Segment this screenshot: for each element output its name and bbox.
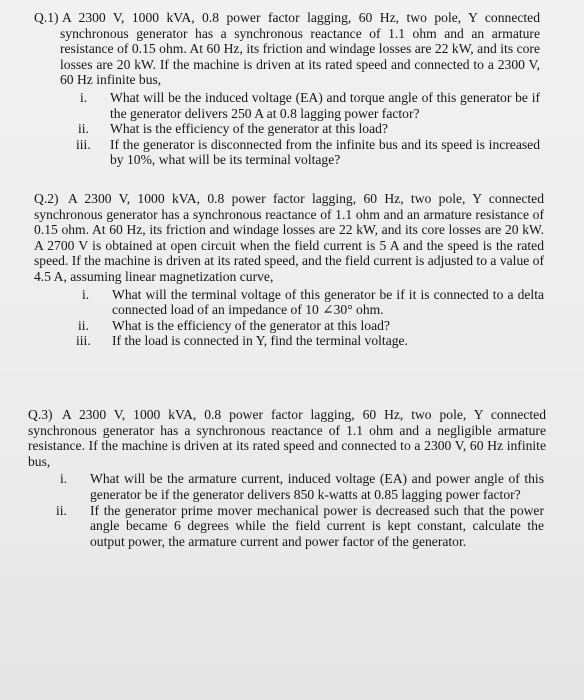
question-text: A 2300 V, 1000 kVA, 0.8 power factor lagging, 60 Hz, two pole, Y connected synchronous generator has a synchronous reactance of 1.1 ohm and a negligible armature resistance. If the machine is driven at its rated speed and connected to a 2300 V, 60 Hz infinite bus, [28, 407, 546, 469]
sub-question-number: ii. [78, 121, 89, 137]
question-number: Q.2) [34, 191, 59, 206]
sub-question-text: What will be the armature current, induced voltage (EA) and power angle of this generator be if the generator delivers 850 k-watts at 0.85 lagging power factor? [90, 471, 544, 502]
sub-question-text: If the generator is disconnected from the infinite bus and its speed is increased by 10%, what will be its terminal voltage? [110, 136, 540, 168]
sub-question-text: If the load is connected in Y, find the terminal voltage. [112, 333, 408, 349]
sub-question [78, 317, 544, 334]
sub-question-number: i. [82, 286, 90, 302]
sub-question-list [0, 287, 584, 349]
sub-question-list [0, 90, 584, 168]
sub-question [82, 286, 544, 318]
question-stem [34, 191, 544, 285]
sub-question [78, 121, 540, 137]
question-stem [28, 407, 546, 469]
question-number: Q.1) [34, 10, 59, 25]
sub-question-number: ii. [56, 502, 67, 518]
question-2 [0, 191, 584, 349]
sub-question [60, 471, 544, 502]
sub-question-text: What will be the induced voltage (EA) and torque angle of this generator be if the generator delivers 250 A at 0.8 lagging power factor? [110, 89, 540, 121]
sub-question-text: If the generator prime mover mechanical power is decreased such that the power angle became 6 degrees while the field current is kept constant, calculate the output power, the armature current and power factor of the generator. [90, 502, 544, 549]
sub-question-number: iii. [76, 136, 91, 152]
sub-question [80, 89, 540, 121]
sub-question-text: What is the efficiency of the generator at this load? [110, 121, 388, 137]
question-stem [34, 10, 540, 88]
sub-question-text: What will the terminal voltage of this generator be if it is connected to a delta connected load of an impedance of 10 ∠30° ohm. [112, 286, 544, 318]
sub-question [76, 333, 544, 349]
question-3 [0, 407, 584, 549]
sub-question-number: i. [60, 471, 68, 487]
question-text: A 2300 V, 1000 kVA, 0.8 power factor lagging, 60 Hz, two pole, Y connected synchronous generator has a synchronous reactance of 1.1 ohm and an armature resistance of 0.15 ohm. At 60 Hz, its friction and windage losses are 22 kW, and its core losses are 20 kW. If the machine is driven at its rated speed and connected to a 2300 V, 60 Hz infinite bus, [60, 10, 540, 88]
sub-question-number: i. [80, 89, 88, 105]
sub-question-number: ii. [78, 317, 89, 333]
question-1 [0, 10, 584, 168]
sub-question [76, 136, 540, 168]
question-number: Q.3) [28, 407, 53, 422]
sub-question-number: iii. [76, 333, 91, 349]
sub-question-text: What is the efficiency of the generator at this load? [112, 317, 390, 333]
sub-question [56, 502, 544, 550]
sub-question-list [0, 471, 584, 549]
question-text: A 2300 V, 1000 kVA, 0.8 power factor lagging, 60 Hz, two pole, Y connected synchronous generator has a synchronous reactance of 1.1 ohm and an armature resistance of 0.15 ohm. At 60 Hz, its friction and windage losses are 22 kW, and its core losses are 20 kW. A 2700 V is obtained at open circuit when the field current is 5 A and the speed is the rated speed. If the machine is driven at its rated speed, and the field current is adjusted to a value of 4.5 A, assuming linear magnetization curve, [34, 191, 544, 284]
